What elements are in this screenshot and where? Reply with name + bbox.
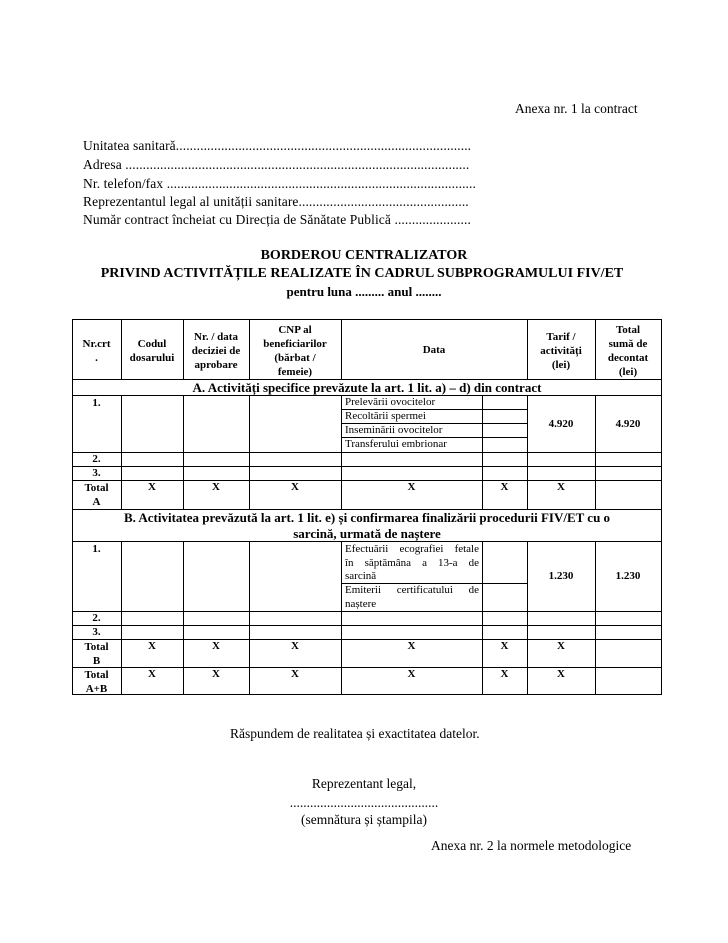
total-a: 4.920 bbox=[615, 418, 641, 430]
header-nr: Nr.crt . bbox=[82, 338, 111, 364]
row-b1-nr: 1. bbox=[92, 543, 101, 555]
row-a3-nr: 3. bbox=[92, 467, 101, 479]
activity-a3: Inseminării ovocitelor bbox=[345, 424, 443, 436]
section-a-title: A. Activități specifice prevăzute la art. 1 lit. a) – d) din contract bbox=[192, 380, 542, 395]
activity-b2-end: naștere bbox=[345, 598, 377, 610]
header-unit: Unitatea sanitară..................................................................................... bbox=[83, 138, 472, 153]
total-ab-x-cod: X bbox=[148, 668, 156, 680]
total-b: 1.230 bbox=[615, 570, 641, 582]
activity-b1-end: sarcină bbox=[345, 570, 377, 582]
total-ab-x-cnp: X bbox=[291, 668, 299, 680]
doc-period: pentru luna ......... anul ........ bbox=[286, 284, 442, 299]
section-b-title: B. Activitatea prevăzută la art. 1 lit. e) și confirmarea finalizării procedurii FIV/ET cu o sarcină, urmată de naștere bbox=[123, 510, 611, 541]
total-ab-x-data: X bbox=[407, 668, 416, 680]
activity-a4: Transferului embrionar bbox=[345, 438, 447, 450]
total-a-x-cnp: X bbox=[291, 481, 299, 493]
row-a2-nr: 2. bbox=[92, 453, 101, 465]
total-ab-x-data2: X bbox=[500, 668, 509, 680]
header-phone: Nr. telefon/fax ......................................................................................... bbox=[83, 176, 476, 191]
row-b3-nr: 3. bbox=[92, 626, 101, 638]
header-cnp: CNP al beneficiarilor (bărbat / femeie) bbox=[263, 324, 327, 378]
doc-subtitle: PRIVIND ACTIVITĂȚILE REALIZATE ÎN CADRUL SUBPROGRAMULUI FIV/ET bbox=[100, 266, 624, 281]
total-a-x-data2: X bbox=[500, 481, 509, 493]
total-b-x-data: X bbox=[407, 640, 416, 652]
total-ab-x-decizie: X bbox=[212, 668, 220, 680]
row-b2-nr: 2. bbox=[92, 612, 101, 624]
total-ab-label: Total A+B bbox=[84, 669, 109, 695]
annex-bottom: Anexa nr. 2 la normele metodologice bbox=[431, 838, 632, 853]
total-b-x-decizie: X bbox=[212, 640, 220, 652]
total-b-x-cnp: X bbox=[291, 640, 299, 652]
header-tarif: Tarif / activități (lei) bbox=[540, 331, 582, 371]
signature-line: ............................................ bbox=[289, 795, 439, 810]
header-data: Data bbox=[422, 344, 446, 356]
total-ab-x-tarif: X bbox=[557, 668, 565, 680]
header-cod: Codul dosarului bbox=[129, 338, 175, 364]
header-representative: Reprezentantul legal al unității sanitare................................................. bbox=[83, 194, 469, 209]
header-address: Adresa ................................................................................................... bbox=[83, 157, 470, 172]
activity-b2: Emiterii certificatului de bbox=[345, 584, 479, 596]
statement: Răspundem de realitatea și exactitatea datelor. bbox=[230, 726, 480, 741]
tarif-a: 4.920 bbox=[548, 418, 574, 430]
activity-a2: Recoltării spermei bbox=[345, 410, 426, 422]
header-contract: Număr contract încheiat cu Direcția de Sănătate Publică ...................... bbox=[83, 212, 471, 227]
activity-a1: Prelevării ovocitelor bbox=[345, 396, 436, 408]
annex-label: Anexa nr. 1 la contract bbox=[515, 101, 638, 116]
row-a1-nr: 1. bbox=[92, 397, 101, 409]
total-a-label: Total A bbox=[84, 482, 109, 508]
header-total: Total sumă de decontat (lei) bbox=[607, 324, 649, 378]
total-b-x-tarif: X bbox=[557, 640, 565, 652]
total-b-x-cod: X bbox=[148, 640, 156, 652]
doc-title: BORDEROU CENTRALIZATOR bbox=[260, 248, 468, 263]
rep-label: Reprezentant legal, bbox=[311, 776, 417, 791]
total-a-x-tarif: X bbox=[557, 481, 565, 493]
tarif-b: 1.230 bbox=[548, 570, 574, 582]
activity-b1: Efectuării ecografiei fetale în săptămâna a 13-a de bbox=[345, 543, 479, 569]
total-b-x-data2: X bbox=[500, 640, 509, 652]
total-a-x-data: X bbox=[407, 481, 416, 493]
signature-label: (semnătura și ștampila) bbox=[301, 812, 427, 827]
header-decizie: Nr. / data deciziei de aprobare bbox=[191, 331, 241, 371]
total-a-x-cod: X bbox=[148, 481, 156, 493]
total-a-x-decizie: X bbox=[212, 481, 220, 493]
total-b-label: Total B bbox=[84, 641, 109, 667]
